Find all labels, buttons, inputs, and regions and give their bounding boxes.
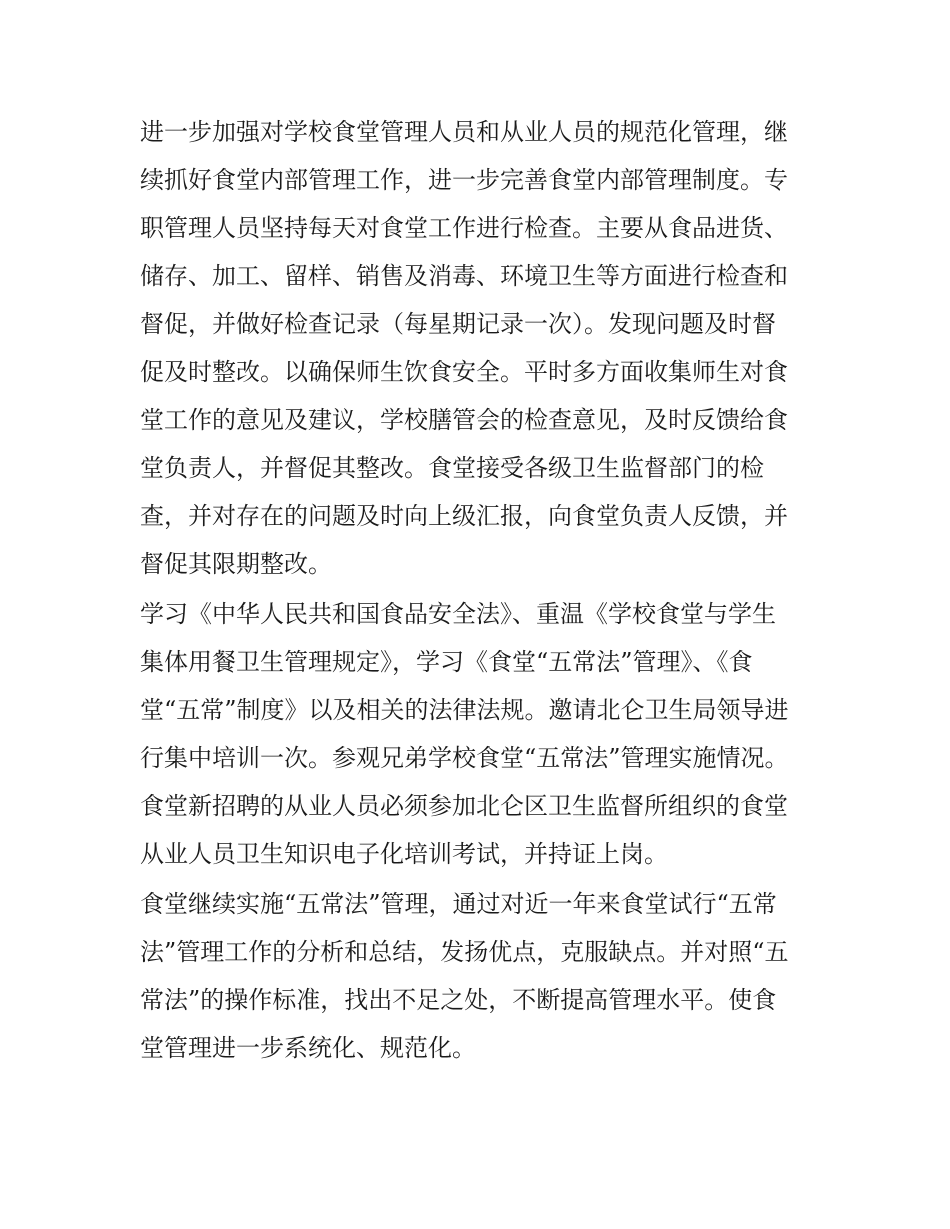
text-line: 行集中培训一次。参观兄弟学校食堂“五常法”管理实施情况。 [140, 744, 789, 772]
text-line: 食堂继续实施“五常法”管理，通过对近一年来食堂试行“五常 [140, 890, 777, 918]
text-line: 堂负责人，并督促其整改。食堂接受各级卫生监督部门的检 [140, 454, 764, 482]
text-line: 从业人员卫生知识电子化培训考试，并持证上岗。 [140, 840, 668, 868]
paragraph-management [140, 108, 812, 588]
text-line: 督促，并做好检查记录（每星期记录一次）。发现问题及时督 [140, 310, 776, 338]
text-line: 查，并对存在的问题及时向上级汇报，向食堂负责人反馈，并 [140, 502, 788, 530]
text-line: 督促其限期整改。 [140, 550, 332, 578]
text-line: 堂工作的意见及建议，学校膳管会的检查意见，及时反馈给食 [140, 406, 788, 434]
paragraph-five-s-method [140, 880, 812, 1072]
text-line: 食堂新招聘的从业人员必须参加北仑区卫生监督所组织的食堂 [140, 792, 788, 820]
text-line: 常法”的操作标准，找出不足之处，不断提高管理水平。使食 [140, 986, 777, 1014]
text-line: 续抓好食堂内部管理工作，进一步完善食堂内部管理制度。专 [140, 166, 788, 194]
text-line: 进一步加强对学校食堂管理人员和从业人员的规范化管理，继 [140, 118, 788, 146]
text-line: 学习《中华人民共和国食品安全法》、重温《学校食堂与学生 [140, 600, 776, 628]
text-line: 储存、加工、留样、销售及消毒、环境卫生等方面进行检查和 [140, 262, 788, 290]
text-line: 促及时整改。以确保师生饮食安全。平时多方面收集师生对食 [140, 358, 788, 386]
text-line: 堂管理进一步系统化、规范化。 [140, 1034, 476, 1062]
paragraph-training [140, 590, 812, 878]
text-line: 集体用餐卫生管理规定》，学习《食堂“五常法”管理》、《食 [140, 648, 753, 676]
document-body [140, 108, 812, 1072]
text-line: 堂“五常”制度》以及相关的法律法规。邀请北仑卫生局领导进 [140, 696, 789, 724]
text-line: 法”管理工作的分析和总结，发扬优点，克服缺点。并对照“五 [140, 938, 789, 966]
text-line: 职管理人员坚持每天对食堂工作进行检查。主要从食品进货、 [140, 214, 788, 242]
